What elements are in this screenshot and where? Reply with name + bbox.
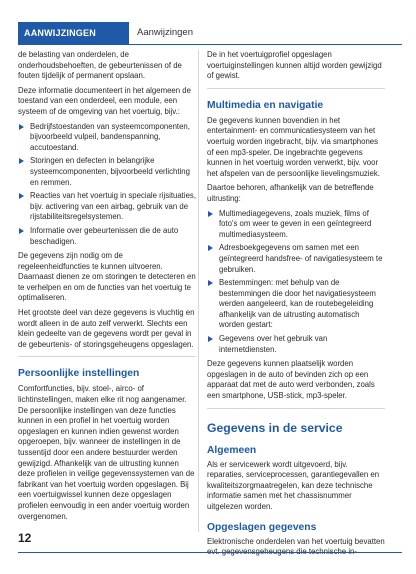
page-number: 12 xyxy=(18,531,32,545)
list-item xyxy=(207,278,385,331)
section-heading: Persoonlijke instellingen xyxy=(18,368,140,380)
section-heading: Multimedia en navigatie xyxy=(207,99,324,111)
list-item xyxy=(207,334,385,355)
list-item-text: Informatie over gebeurtenissen die de auto beschadigen. xyxy=(30,225,179,246)
chapter-heading: Gegevens in de service xyxy=(207,420,343,435)
list-item xyxy=(207,209,385,241)
section-divider xyxy=(207,408,385,409)
left-column xyxy=(18,50,196,526)
triangle-bullet-icon xyxy=(19,124,24,130)
list-item-text: Gegevens over het gebruik van internetdiensten. xyxy=(219,334,328,354)
paragraph: De gegevens kunnen bovendien in het entertainment- en communicatiesysteem van het voertuig worden ingebracht, bijv. via smartphones of een mp3-speler. De ingebrachte gegevens kunnen in het voertuig worden verwerkt, bijv. voor het afspelen van de persoonlijke lievelingsmuziek. xyxy=(207,115,380,178)
section-divider xyxy=(18,356,196,357)
list-item-text: Reacties van het voertuig in speciale rijsituaties, bijv. activering van een airbag, gebruik van de rijstabiliteitsregelsystemen. xyxy=(30,191,196,222)
triangle-bullet-icon xyxy=(19,193,24,199)
triangle-bullet-icon xyxy=(208,245,213,251)
list-item-text: Bedrijfstoestanden van systeemcomponenten, bijvoorbeeld vulpeil, bandenspanning, accutoestand. xyxy=(30,121,190,152)
running-header-title: Aanwijzingen xyxy=(137,27,193,38)
list-item xyxy=(18,122,196,154)
paragraph: de belasting van onderdelen, de onderhoudsbehoeften, de gebeurtenissen of de fouten tijdelijk of permanent opslaan. xyxy=(18,50,182,81)
paragraph: De in het voertuigprofiel opgeslagen voertuiginstellingen kunnen altijd worden gewijzigd of gewist. xyxy=(207,50,382,81)
list-item-text: Storingen en defecten in belangrijke systeemcomponenten, bijvoorbeeld verlichting en remmen. xyxy=(30,156,190,187)
column-divider xyxy=(198,50,199,532)
subsection-heading: Algemeen xyxy=(207,444,257,456)
list-item xyxy=(18,226,196,247)
paragraph: De gegevens zijn nodig om de regeleenheidfuncties te kunnen uitvoeren. Daarnaast dienen ze om storingen te detecteren en te verhelpen en om de functies van het voertuig te optimaliseren. xyxy=(18,251,196,303)
paragraph: Deze informatie documenteert in het algemeen de toestand van een onderdeel, een module, een systeem of de omgeving van het voertuig, bijv.: xyxy=(18,85,191,116)
paragraph: Het grootste deel van deze gegevens is vluchtig en wordt alleen in de auto zelf verwerkt. Slechts een klein gedeelte van de gegevens wordt per geval in de gebeurtenis- of storingsgeheugens opgeslagen. xyxy=(18,308,195,349)
triangle-bullet-icon xyxy=(208,211,213,217)
paragraph: Als er servicewerk wordt uitgevoerd, bijv. reparaties, serviceprocessen, garantiegevallen en kwaliteitszorgmaatregelen, kan deze technische informatie samen met het chassisnummer uitgelezen worden. xyxy=(207,459,380,511)
paragraph: Daartoe behoren, afhankelijk van de betreffende uitrusting: xyxy=(207,183,374,203)
right-column xyxy=(207,50,385,562)
list-item-text: Adresboekgegevens om samen met een geïntegreerd handsfree- of navigatiesysteem te gebruiken. xyxy=(219,243,383,274)
footer-rule xyxy=(18,552,402,553)
section-tab: AANWIJZINGEN xyxy=(18,22,129,44)
triangle-bullet-icon xyxy=(208,336,213,342)
paragraph: Elektronische onderdelen van het voertuig bevatten xyxy=(207,536,385,546)
section-divider xyxy=(207,88,385,89)
paragraph: Deze gegevens kunnen plaatselijk worden opgeslagen in de auto of bevinden zich op een apparaat dat met de auto werd verbonden, zoals een smartphone, USB-stick, mp3-speler. xyxy=(207,359,375,401)
bullet-list xyxy=(18,122,196,248)
subsection-heading: Opgeslagen gegevens xyxy=(207,521,317,533)
triangle-bullet-icon xyxy=(208,280,213,286)
list-item xyxy=(18,191,196,223)
triangle-bullet-icon xyxy=(19,158,24,164)
bullet-list xyxy=(207,209,385,356)
list-item-text: Bestemmingen: met behulp van de bestemmingen die door het navigatiesysteem werden aangeleerd, kan de routebegeleiding afhankelijk van de uitrusting automatisch worden gestart: xyxy=(219,278,376,330)
list-item-text: Multimediagegevens, zoals muziek, films of foto's om weer te geven in een geïntegreerd multimediasysteem. xyxy=(219,208,372,239)
triangle-bullet-icon xyxy=(19,228,24,234)
paragraph: Comfortfuncties, bijv. stoel-, airco- of lichtinstellingen, maken elke rit nog aangenamer. De persoonlijke instellingen van deze functies kunnen in een profiel in het voertuig worden opgeslagen en kunnen indien gewenst worden opgeroepen, bijv. wanneer de instellingen in de tussentijd door een andere bestuurder werden gewijzigd. Afhankelijk van de uitrusting kunnen deze profielen in veilige gegevenssystemen van de fabrikant van het voertuig worden opgeslagen. Bij een voertuigwissel kunnen deze opgeslagen profielen eenvoudig in een ander voertuig worden overgenomen. xyxy=(18,384,195,521)
header-rule xyxy=(18,44,402,45)
list-item xyxy=(207,243,385,275)
list-item xyxy=(18,156,196,188)
